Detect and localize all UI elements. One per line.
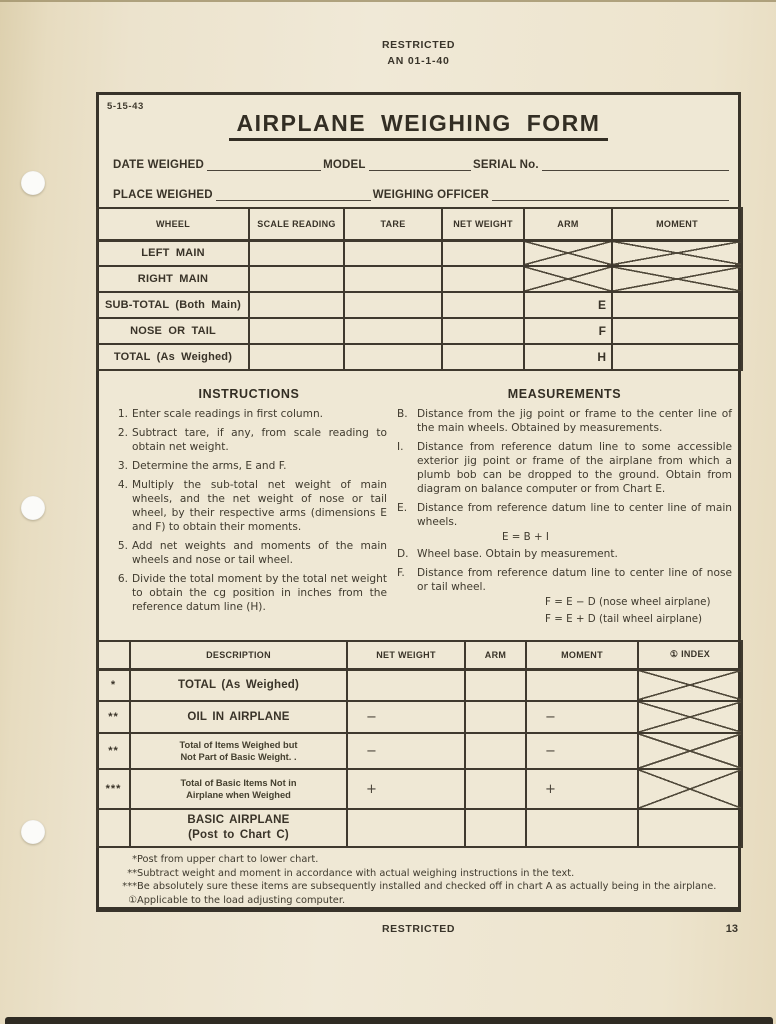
tare-cell [344, 318, 442, 344]
date-weighed-blank [207, 157, 321, 171]
item-text: Distance from the jig point or frame to the center line of the main wheels. Obtained by measurements. [417, 408, 732, 434]
footnote-marker: ** [97, 701, 130, 733]
measurement-item-f [397, 566, 732, 594]
equation-f-nose: F = E − D (nose wheel airplane) [545, 596, 711, 608]
row-label: NOSE OR TAIL [97, 318, 249, 344]
scale-reading-cell [249, 266, 344, 292]
airplane-weighing-form [96, 92, 741, 912]
footnote [111, 894, 728, 908]
description-cell [130, 769, 347, 809]
instructions-heading: INSTRUCTIONS [198, 387, 300, 401]
moment-cell [612, 292, 742, 318]
net-weight-cell [442, 344, 524, 370]
item-text: Wheel base. Obtain by measurement. [417, 548, 618, 560]
net-weight-sign: − [347, 701, 465, 733]
item-text: Enter scale readings in first column. [132, 408, 324, 420]
footnote [111, 867, 728, 881]
weighing-officer-blank [492, 187, 729, 201]
wheel-row-subtotal [97, 292, 742, 318]
summary-row-basic-airplane [97, 809, 742, 847]
date-weighed-label: DATE WEIGHED [113, 159, 204, 171]
punch-hole-top [21, 171, 45, 195]
item-number: 4. [117, 479, 128, 491]
footnote-text: Be absolutely sure these items are subsequently installed and checked off in chart A as actually being in the airplane. [137, 881, 717, 892]
row-label: TOTAL (As Weighed) [97, 344, 249, 370]
index-cell-crossed [638, 701, 742, 733]
item-number: 2. [117, 427, 128, 439]
description-cell: TOTAL (As Weighed) [130, 669, 347, 701]
model-label: MODEL [323, 159, 366, 171]
footnote-text: Post from upper chart to lower chart. [137, 854, 319, 865]
col-header-marker [97, 641, 130, 669]
instruction-item [113, 407, 387, 421]
item-label: I. [397, 441, 404, 453]
equation-e: E = B + I [502, 531, 549, 543]
index-cell-crossed [638, 733, 742, 769]
tare-cell [344, 344, 442, 370]
wheel-row-right-main [97, 266, 742, 292]
footnote-text: Applicable to the load adjusting computer. [137, 894, 346, 906]
serial-no-label: SERIAL No. [473, 159, 539, 171]
footnote-marker: ① [128, 894, 137, 906]
item-text: Divide the total moment by the total net weight to obtain the cg position in inches from the reference datum line (H). [132, 573, 387, 613]
arm-cell-crossed [524, 266, 612, 292]
description-cell: OIL IN AIRPLANE [130, 701, 347, 733]
tare-cell [344, 292, 442, 318]
description-line: Total of Basic Items Not in [180, 777, 297, 788]
footnote-marker: * [97, 669, 130, 701]
scale-reading-cell [249, 344, 344, 370]
measurement-item-i [397, 440, 732, 496]
description-line: Total of Items Weighed but [179, 739, 298, 750]
instruction-item [113, 459, 387, 473]
page-number: 13 [725, 923, 738, 935]
arm-cell [465, 701, 526, 733]
item-label: B. [397, 408, 408, 420]
moment-sign: − [526, 701, 638, 733]
wheel-weighing-table [96, 207, 743, 371]
item-text: Distance from reference datum line to center line of nose or tail wheel. [417, 567, 732, 593]
punch-hole-bottom [21, 820, 45, 844]
index-cell-crossed [638, 669, 742, 701]
moment-cell [526, 809, 638, 847]
punch-hole-middle [21, 496, 45, 520]
tare-cell [344, 266, 442, 292]
moment-sign: − [526, 733, 638, 769]
item-text: Multiply the sub-total net weight of main wheels, and the net weight of nose or tail wheel, by their respective arms (dimensions E and F) to obtain their moments. [132, 479, 387, 533]
arm-cell [465, 733, 526, 769]
moment-cell [612, 344, 742, 370]
field-row-place-officer [113, 187, 731, 201]
footnote-marker: ** [97, 733, 130, 769]
weight-summary-table [96, 640, 743, 848]
summary-row-basic-items-not-in [97, 769, 742, 809]
item-text: Distance from reference datum line to center line of main wheels. [417, 502, 732, 528]
item-number: 3. [117, 460, 128, 472]
scale-reading-cell [249, 240, 344, 266]
item-label: F. [397, 567, 405, 579]
arm-letter-f: F [524, 318, 612, 344]
footnote-marker: * [132, 854, 137, 865]
description-line: (Post to Chart C) [188, 829, 289, 841]
net-weight-sign: + [347, 769, 465, 809]
row-label: LEFT MAIN [97, 240, 249, 266]
description-line: BASIC AIRPLANE [187, 814, 290, 827]
measurement-item-b [397, 407, 732, 435]
serial-no-blank [542, 157, 729, 171]
net-weight-cell [347, 809, 465, 847]
description-cell [130, 809, 347, 847]
place-weighed-label: PLACE WEIGHED [113, 189, 213, 201]
form-date-code: 5-15-43 [107, 101, 144, 112]
document-number: AN 01-1-40 [387, 55, 450, 67]
index-cell-crossed [638, 769, 742, 809]
place-weighed-blank [216, 187, 371, 201]
measurements-heading: MEASUREMENTS [507, 387, 622, 401]
row-label: SUB-TOTAL (Both Main) [97, 292, 249, 318]
instruction-item [113, 572, 387, 614]
net-weight-cell [442, 240, 524, 266]
measurement-item-d [397, 547, 732, 561]
footnote-marker: ** [127, 867, 137, 879]
footnote-marker: *** [122, 881, 137, 892]
summary-row-oil [97, 701, 742, 733]
instruction-item [113, 478, 387, 534]
arm-letter-e: E [524, 292, 612, 318]
footnote-text: Subtract weight and moment in accordance with actual weighing instructions in the text. [137, 867, 575, 879]
net-weight-cell [347, 669, 465, 701]
footnotes-block [111, 853, 728, 907]
instructions-list [113, 407, 387, 619]
col-header-index: ① INDEX [638, 641, 742, 669]
arm-cell [465, 769, 526, 809]
item-number: 5. [117, 540, 128, 552]
col-header-arm: ARM [524, 208, 612, 240]
wheel-row-total [97, 344, 742, 370]
col-header-net-weight: NET WEIGHT [442, 208, 524, 240]
summary-row-total [97, 669, 742, 701]
moment-sign: + [526, 769, 638, 809]
item-text: Distance from reference datum line to some accessible exterior jig point or frame of the airplane from which a plumb bob can be dropped to the ground. Obtain from diagram on balance computer or from Chart E. [417, 441, 732, 495]
item-number: 1. [117, 408, 128, 420]
description-cell [130, 733, 347, 769]
item-text: Add net weights and moments of the main wheels and nose or tail wheel. [132, 540, 387, 566]
footnote [111, 853, 728, 867]
wheel-row-nose-or-tail [97, 318, 742, 344]
form-title-text: AIRPLANE WEIGHING FORM [229, 110, 609, 141]
col-header-net-weight: NET WEIGHT [347, 641, 465, 669]
summary-table-header-row [97, 641, 742, 669]
item-label: D. [397, 548, 409, 560]
moment-cell [526, 669, 638, 701]
scan-edge-top [0, 0, 776, 2]
col-header-tare: TARE [344, 208, 442, 240]
col-header-wheel: WHEEL [97, 208, 249, 240]
form-title [99, 110, 738, 141]
col-header-moment: MOMENT [612, 208, 742, 240]
arm-cell [465, 669, 526, 701]
item-label: E. [397, 502, 408, 514]
net-weight-cell [442, 266, 524, 292]
col-header-scale-reading: SCALE READING [249, 208, 344, 240]
footnote-marker: *** [97, 769, 130, 809]
item-number: 6. [117, 573, 128, 585]
equation-f-tail: F = E + D (tail wheel airplane) [545, 613, 703, 625]
moment-cell [612, 318, 742, 344]
measurement-item-e [397, 501, 732, 529]
footnote-marker [97, 809, 130, 847]
scan-edge-bottom [5, 1017, 773, 1024]
item-text: Subtract tare, if any, from scale reading to obtain net weight. [132, 427, 387, 453]
scale-reading-cell [249, 292, 344, 318]
footer-classification: RESTRICTED [381, 923, 456, 935]
col-header-moment: MOMENT [526, 641, 638, 669]
col-header-arm: ARM [465, 641, 526, 669]
index-cell [638, 809, 742, 847]
header-classification: RESTRICTED [381, 39, 456, 51]
arm-letter-h: H [524, 344, 612, 370]
model-blank [369, 157, 471, 171]
col-header-description: DESCRIPTION [130, 641, 347, 669]
moment-cell-crossed [612, 266, 742, 292]
tare-cell [344, 240, 442, 266]
description-line: Airplane when Weighed [186, 790, 291, 800]
net-weight-cell [442, 292, 524, 318]
arm-cell [465, 809, 526, 847]
instruction-item [113, 539, 387, 567]
field-row-date-model-serial [113, 157, 731, 171]
measurements-list [397, 407, 732, 629]
net-weight-cell [442, 318, 524, 344]
arm-cell-crossed [524, 240, 612, 266]
wheel-row-left-main [97, 240, 742, 266]
footnote [111, 880, 728, 894]
weighing-officer-label: WEIGHING OFFICER [372, 189, 489, 201]
summary-row-items-weighed [97, 733, 742, 769]
net-weight-sign: − [347, 733, 465, 769]
instruction-item [113, 426, 387, 454]
wheel-table-header-row [97, 208, 742, 240]
row-label: RIGHT MAIN [97, 266, 249, 292]
scale-reading-cell [249, 318, 344, 344]
description-line: Not Part of Basic Weight. . [180, 752, 297, 762]
item-text: Determine the arms, E and F. [132, 460, 287, 472]
moment-cell-crossed [612, 240, 742, 266]
